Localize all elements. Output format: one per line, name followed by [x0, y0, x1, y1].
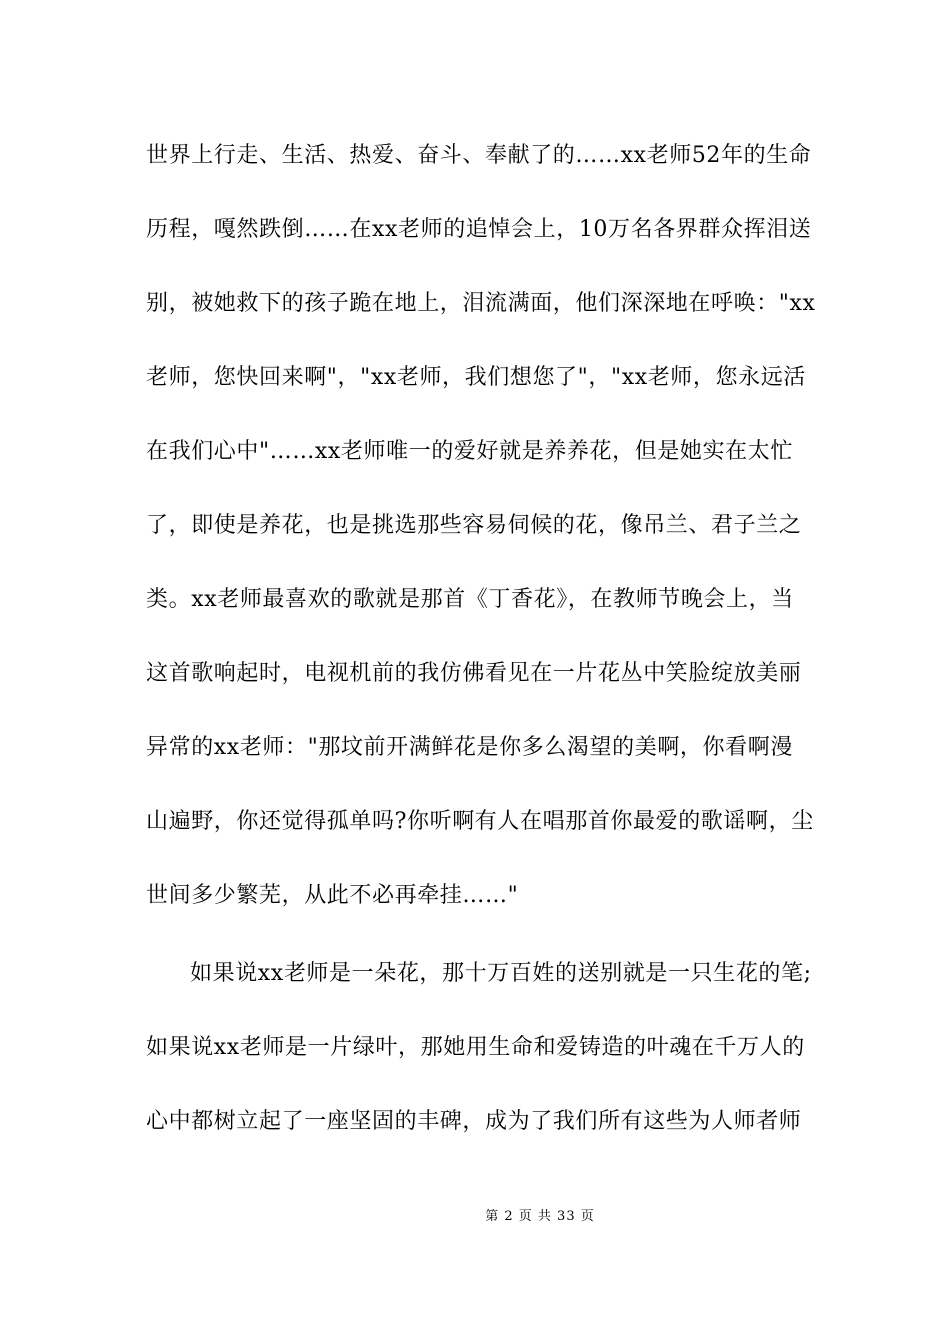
text-line-6: 了，即使是养花，也是挑选那些容易伺候的花，像吊兰、君子兰之	[146, 513, 802, 538]
text-line-13: 如果说xx老师是一片绿叶，那她用生命和爱铸造的叶魂在千万人的	[146, 1035, 805, 1060]
text-line-11: 世间多少繁芜，从此不必再牵挂……"	[146, 883, 519, 908]
text-line-8: 这首歌响起时，电视机前的我仿佛看见在一片花丛中笑脸绽放美丽	[146, 661, 802, 686]
text-line-14: 心中都树立起了一座坚固的丰碑，成为了我们所有这些为人师者师	[146, 1109, 802, 1134]
text-line-9: 异常的xx老师："那坟前开满鲜花是你多么渴望的美啊，你看啊漫	[146, 735, 793, 760]
text-line-4: 老师，您快回来啊"，"xx老师，我们想您了"，"xx老师，您永远活	[146, 365, 806, 390]
text-line-3: 别，被她救下的孩子跪在地上，泪流满面，他们深深地在呼唤："xx	[146, 291, 816, 316]
text-line-10: 山遍野，你还觉得孤单吗?你听啊有人在唱那首你最爱的歌谣啊，尘	[146, 809, 814, 834]
text-line-1: 世界上行走、生活、热爱、奋斗、奉献了的……xx老师52年的生命	[146, 143, 812, 168]
text-line-12: 如果说xx老师是一朵花，那十万百姓的送别就是一只生花的笔;	[190, 961, 812, 986]
text-line-7: 类。xx老师最喜欢的歌就是那首《丁香花》，在教师节晚会上，当	[146, 587, 794, 612]
page-number-footer: 第 2 页 共 33 页	[485, 1209, 595, 1224]
text-line-2: 历程，嘎然跌倒……在xx老师的追悼会上，10万名各界群众挥泪送	[146, 217, 812, 242]
text-line-5: 在我们心中"……xx老师唯一的爱好就是养养花，但是她实在太忙	[146, 439, 793, 464]
